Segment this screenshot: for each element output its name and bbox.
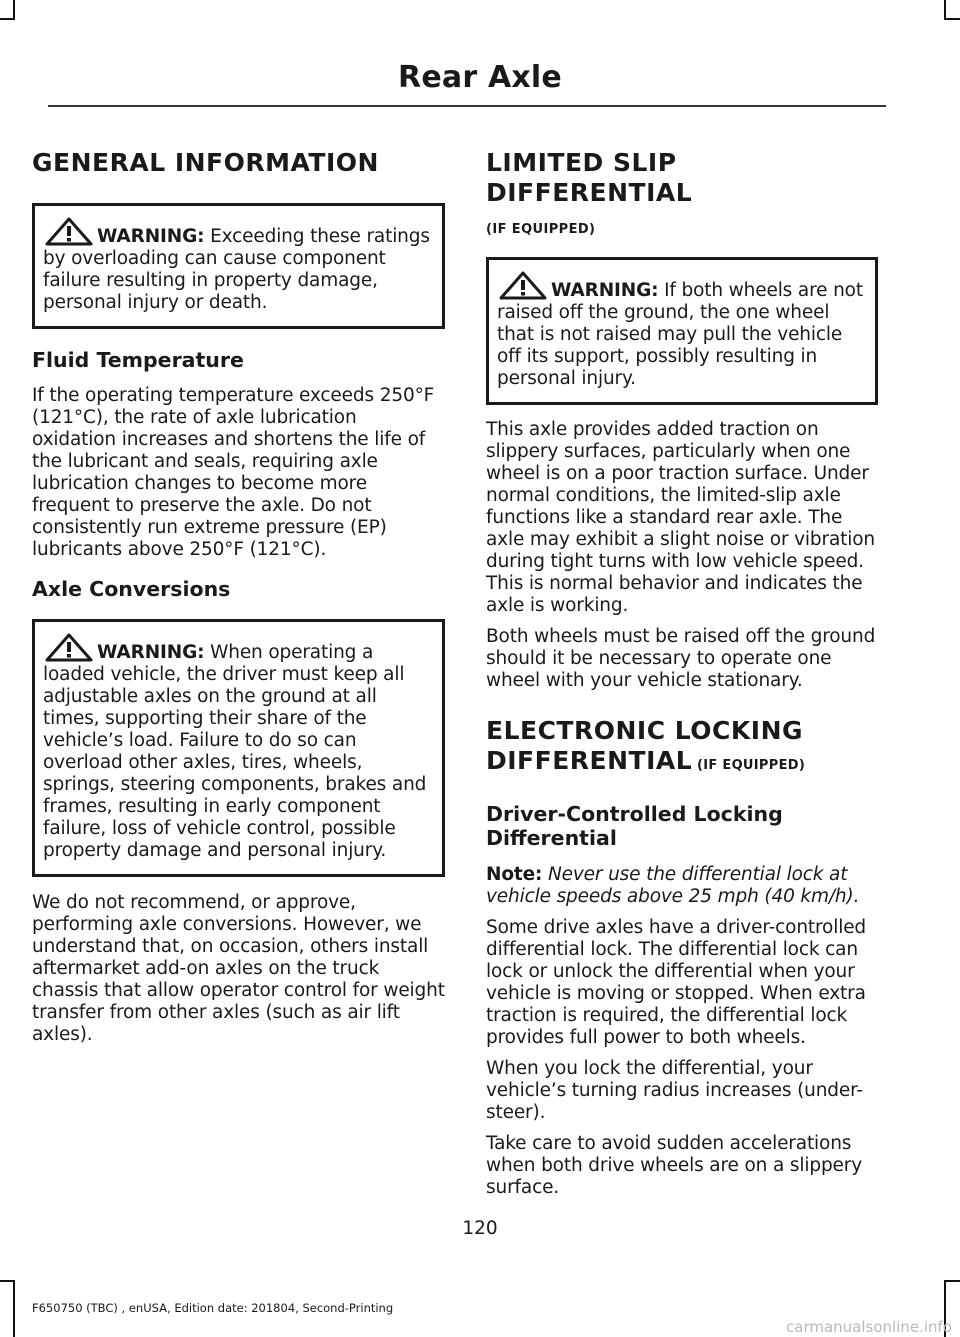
limited-slip-paragraph-1: This axle provides added traction on slippery surfaces, particularly when one wheel is on a poor traction surface. Under normal conditions, the limited-slip axle functions like a standard rear axle. The axle may exhibit a slight noise or vibration during tight turns with low vehicle speed. This is normal behavior and indicates the axle is working. (486, 419, 876, 616)
fluid-temperature-heading: Fluid Temperature (32, 348, 244, 372)
edition-info: F650750 (TBC) , enUSA, Edition date: 201804, Second-Printing (32, 1301, 394, 1315)
note-text: Never use the differential lock at vehicle speeds above 25 mph (40 km/h). (486, 864, 860, 908)
crop-mark-bottom-left-h (0, 1280, 15, 1282)
right-column (486, 140, 878, 1199)
warning-text: If both wheels are not raised off the ground, the one wheel that is not raised may pull the vehicle off its support, possibly resulting in personal injury. (497, 280, 863, 389)
page-title: Rear Axle (398, 60, 562, 95)
fluid-temperature-paragraph: If the operating temperature exceeds 250°F (121°C), the rate of axle lubrication oxidation increases and shortens the life of the lubricant and seals, requiring axle lubrication changes to become more frequent to preserve the axle. Do not consistently run extreme pressure (EP) lubricants above 250°F (121°C). (32, 384, 435, 560)
warning-label: WARNING: (97, 642, 205, 664)
note-label: Note: (486, 864, 543, 886)
warning-box-limited-slip (486, 257, 878, 405)
warning-label: WARNING: (97, 226, 205, 247)
warning-triangle-icon (43, 216, 95, 246)
crop-mark-top-right-v (944, 0, 946, 20)
if-equipped-label: (IF EQUIPPED) (692, 758, 806, 773)
crop-mark-top-left-v (13, 0, 15, 20)
general-information-heading: GENERAL INFORMATION (32, 148, 379, 177)
warning-box-overloading (32, 203, 445, 329)
warning-text: When operating a loaded vehicle, the driver must keep all adjustable axles on the ground at all times, supporting their share of the vehicle’s load. Failure to do so can overload other axles, tires, wheels, springs, steering components, brakes and frames, resulting in early component failure, loss of vehicle control, possible property damage and personal injury. (43, 642, 427, 862)
differential-lock-paragraph-2: When you lock the differential, your vehicle’s turning radius increases (under-steer). (486, 1058, 863, 1124)
differential-lock-paragraph-1: Some drive axles have a driver-controlled differential lock. The differential lock can lock or unlock the differential when your vehicle is moving or stopped. When extra traction is required, the differential lock provides full power to both wheels. (486, 917, 867, 1049)
warning-box-axle-conversions (32, 619, 445, 877)
header-divider (48, 105, 886, 107)
warning-label: WARNING: (551, 280, 659, 301)
axle-conversions-paragraph: We do not recommend, or approve, performing axle conversions. However, we understand that, on occasion, others install aftermarket add-on axles on the truck chassis that allow operator control for weight transfer from other axles (such as air lift axles). (32, 892, 445, 1046)
note-paragraph (486, 864, 878, 908)
crop-mark-top-right-h (944, 18, 960, 20)
if-equipped-label: (IF EQUIPPED) (486, 222, 596, 237)
warning-text: Exceeding these ratings by overloading can cause component failure resulting in property damage, personal injury or death. (43, 226, 430, 313)
crop-mark-top-left-h (0, 18, 15, 20)
electronic-locking-differential-heading (486, 716, 878, 781)
driver-controlled-locking-differential-heading: Driver-Controlled Locking Differential (486, 802, 783, 850)
warning-triangle-icon (497, 270, 549, 300)
page-number: 120 (462, 1218, 498, 1239)
limited-slip-differential-heading: LIMITED SLIP DIFFERENTIAL (486, 148, 693, 207)
differential-lock-paragraph-3: Take care to avoid sudden accelerations when both drive wheels are on a slippery surface. (486, 1133, 863, 1199)
limited-slip-paragraph-2: Both wheels must be raised off the ground should it be necessary to operate one wheel with your vehicle stationary. (486, 626, 876, 691)
heading-line-1: ELECTRONIC LOCKING (486, 716, 804, 745)
crop-mark-bottom-right-h (944, 1280, 960, 1282)
crop-mark-bottom-left-v (13, 1280, 15, 1337)
heading-line-2: DIFFERENTIAL (486, 746, 693, 775)
axle-conversions-heading: Axle Conversions (32, 576, 231, 601)
warning-triangle-icon (43, 632, 95, 662)
watermark: carmanualsonline.info (786, 1318, 952, 1336)
left-column (32, 140, 445, 1046)
